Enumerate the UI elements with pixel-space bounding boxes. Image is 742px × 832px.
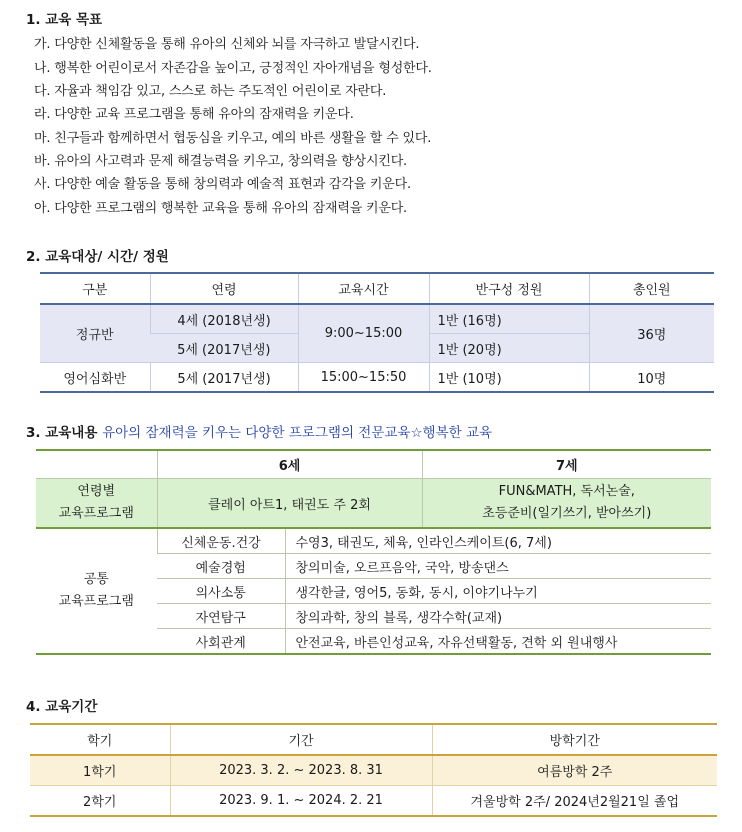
program-7: [422, 479, 711, 529]
class-name: 영어심화반: [40, 363, 150, 393]
goal-item: 아. 다양한 프로그램의 행복한 교육을 통해 유아의 잠재력을 키운다.: [34, 201, 407, 216]
goal-item: 사. 다양한 예술 활동을 통해 창의력과 예술적 표현과 감각을 키운다.: [34, 177, 411, 192]
table-row: [36, 528, 711, 554]
header-cell: 반구성 정원: [429, 273, 589, 304]
term-cell: 2학기: [30, 786, 170, 817]
table-row: [40, 363, 714, 393]
total-cell: 36명: [589, 304, 714, 363]
common-program-label: [36, 528, 157, 654]
program-line: 초등준비(일기쓰기, 받아쓰기): [482, 506, 652, 521]
term-cell: 1학기: [30, 755, 170, 786]
header-cell: 방학기간: [432, 724, 717, 755]
class-name: 정규반: [40, 304, 150, 363]
time-cell: 9:00~15:00: [298, 304, 429, 363]
section4-heading: 4. 교육기간: [26, 699, 98, 715]
header-cell: 기간: [170, 724, 432, 755]
area-cell: 사회관계: [195, 635, 246, 651]
content-cell: 창의과학, 창의 블록, 생각수학(교재): [285, 604, 711, 629]
area-cell: 신체운동.건강: [157, 528, 285, 554]
label-line: 교육프로그램: [58, 594, 134, 609]
label-line: 공통: [83, 572, 109, 587]
table-header-row: [40, 273, 714, 304]
header-cell-6: 6세: [157, 450, 422, 479]
content-cell: 생각한글, 영어5, 동화, 동시, 이야기나누기: [285, 579, 711, 604]
header-cell: 총인원: [589, 273, 714, 304]
schedule-table: [30, 723, 717, 817]
age-cell: 5세 (2017년생): [150, 363, 298, 393]
area-cell: 자연탐구: [157, 604, 285, 629]
content-cell: 창의미술, 오르프음악, 국악, 방송댄스: [285, 554, 711, 579]
table-header-row: [36, 450, 711, 479]
program-6: 클레이 아트1, 태권도 주 2회: [157, 479, 422, 529]
header-cell: 학기: [30, 724, 170, 755]
age-program-label: [36, 479, 157, 529]
class-size-cell: 1반 (10명): [429, 363, 589, 393]
area-cell: 의사소통: [157, 579, 285, 604]
period-cell: 2023. 9. 1. ~ 2024. 2. 21: [170, 786, 432, 817]
section1-heading: 1. 교육 목표: [26, 12, 103, 28]
age-cell: 4세 (2018년생): [150, 304, 298, 334]
table-row: [30, 755, 717, 786]
period-cell: 2023. 3. 2. ~ 2023. 8. 31: [170, 755, 432, 786]
header-cell: 구분: [40, 273, 150, 304]
class-size-cell: 1반 (16명): [429, 304, 589, 334]
section3-title: 3. 교육내용: [26, 425, 98, 441]
goal-item: 바. 유아의 사고력과 문제 해결능력을 키우고, 창의력을 향상시킨다.: [34, 154, 407, 169]
label-line: 교육프로그램: [58, 506, 134, 521]
time-cell: 15:00~15:50: [298, 363, 429, 393]
header-cell: 교육시간: [298, 273, 429, 304]
table-row: [30, 786, 717, 817]
header-cell: [36, 450, 157, 479]
total-cell: 10명: [589, 363, 714, 393]
goal-item: 라. 다양한 교육 프로그램을 통해 유아의 잠재력을 키운다.: [34, 107, 354, 122]
area-cell: 예술경험: [157, 554, 285, 579]
content-cell: 수영3, 태권도, 체육, 인라인스케이트(6, 7세): [285, 528, 711, 554]
vacation-cell: 여름방학 2주: [432, 755, 717, 786]
label-line: 연령별: [77, 484, 116, 499]
curriculum-table: [36, 449, 711, 655]
enrollment-table: [40, 272, 714, 393]
header-cell-7: 7세: [422, 450, 711, 479]
table-row: [40, 304, 714, 334]
goal-item: 나. 행복한 어린이로서 자존감을 높이고, 긍정적인 자아개념을 형성한다.: [34, 61, 432, 76]
section3-subtitle: 유아의 잠재력을 키우는 다양한 프로그램의 전문교육☆행복한 교육: [102, 425, 493, 441]
age-cell: 5세 (2017년생): [150, 334, 298, 363]
header-cell: 연령: [150, 273, 298, 304]
section2-heading: 2. 교육대상/ 시간/ 정원: [26, 249, 169, 265]
goal-item: 마. 친구들과 함께하면서 협동심을 키우고, 예의 바른 생활을 할 수 있다.: [34, 131, 432, 146]
goal-item: 가. 다양한 신체활동을 통해 유아의 신체와 뇌를 자극하고 발달시킨다.: [34, 37, 420, 52]
class-size-cell: 1반 (20명): [429, 334, 589, 363]
vacation-cell: 겨울방학 2주/ 2024년2월21일 졸업: [432, 786, 717, 817]
table-row: [36, 479, 711, 529]
goal-item: 다. 자율과 책임감 있고, 스스로 하는 주도적인 어린이로 자란다.: [34, 84, 387, 99]
table-header-row: [30, 724, 717, 755]
section3-heading: [26, 421, 492, 441]
program-line: FUN&MATH, 독서논술,: [498, 484, 635, 499]
content-cell: 안전교육, 바른인성교육, 자유선택활동, 견학 외 원내행사: [285, 629, 711, 655]
